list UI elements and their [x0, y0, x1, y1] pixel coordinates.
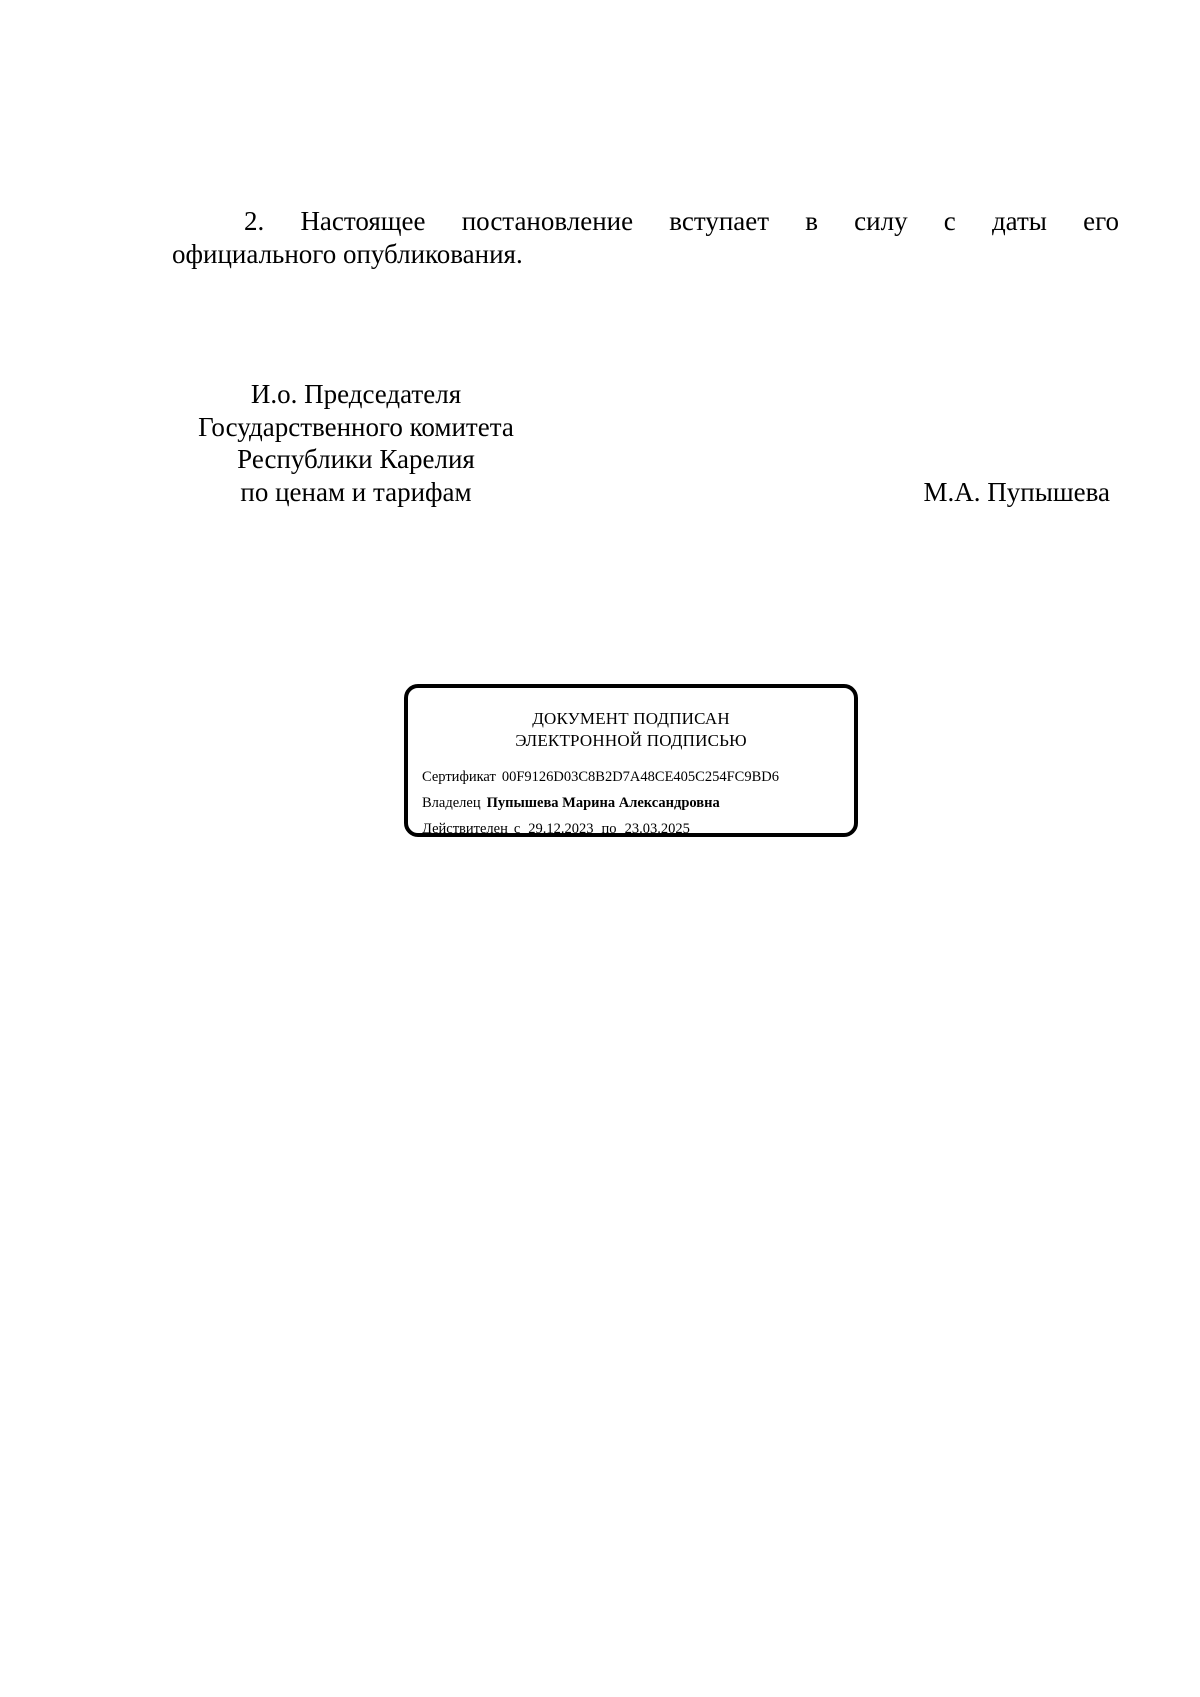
stamp-validity-row: [422, 816, 779, 842]
signatory-name: М.А. Пупышева: [923, 477, 1110, 507]
electronic-signature-stamp: [404, 684, 858, 837]
validity-label: Действителен: [422, 821, 508, 837]
validity-to-prefix: по: [601, 821, 617, 837]
owner-label: Владелец: [422, 795, 481, 811]
stamp-details: [422, 764, 779, 842]
stamp-certificate-row: [422, 764, 779, 790]
owner-value: Пупышева Марина Александровна: [486, 795, 720, 811]
paragraph-word: его: [1083, 206, 1119, 236]
paragraph-word: в: [805, 206, 818, 236]
signatory-position: [172, 378, 540, 508]
validity-from-prefix: с: [513, 821, 521, 837]
stamp-heading-line: ЭЛЕКТРОННОЙ ПОДПИСЬЮ: [515, 731, 747, 750]
stamp-heading: [408, 708, 854, 752]
certificate-label: Сертификат: [422, 769, 496, 785]
paragraph-2: [172, 205, 1119, 271]
signatory-position-line: Республики Карелия: [237, 444, 475, 474]
signatory-position-line: И.о. Председателя: [250, 379, 462, 409]
signatory-position-line: Государственного комитета: [198, 411, 514, 442]
paragraph-word: постановление: [461, 206, 634, 236]
paragraph-line-1: [172, 205, 1119, 238]
paragraph-word: даты: [991, 206, 1047, 236]
paragraph-word: с: [943, 206, 956, 236]
validity-from-date: 29.12.2023: [528, 821, 594, 837]
paragraph-word: силу: [854, 206, 908, 236]
stamp-owner-row: [422, 790, 779, 816]
paragraph-word: вступает: [669, 206, 770, 236]
paragraph-number: 2.: [244, 206, 265, 236]
certificate-value: 00F9126D03C8B2D7A48CE405C254FC9BD6: [501, 769, 779, 785]
paragraph-word: Настоящее: [300, 206, 426, 236]
stamp-heading-line: ДОКУМЕНТ ПОДПИСАН: [532, 709, 730, 728]
paragraph-line-2: официального опубликования.: [172, 239, 523, 269]
validity-to-date: 23.03.2025: [624, 821, 690, 837]
signatory-position-line: по ценам и тарифам: [240, 476, 472, 507]
